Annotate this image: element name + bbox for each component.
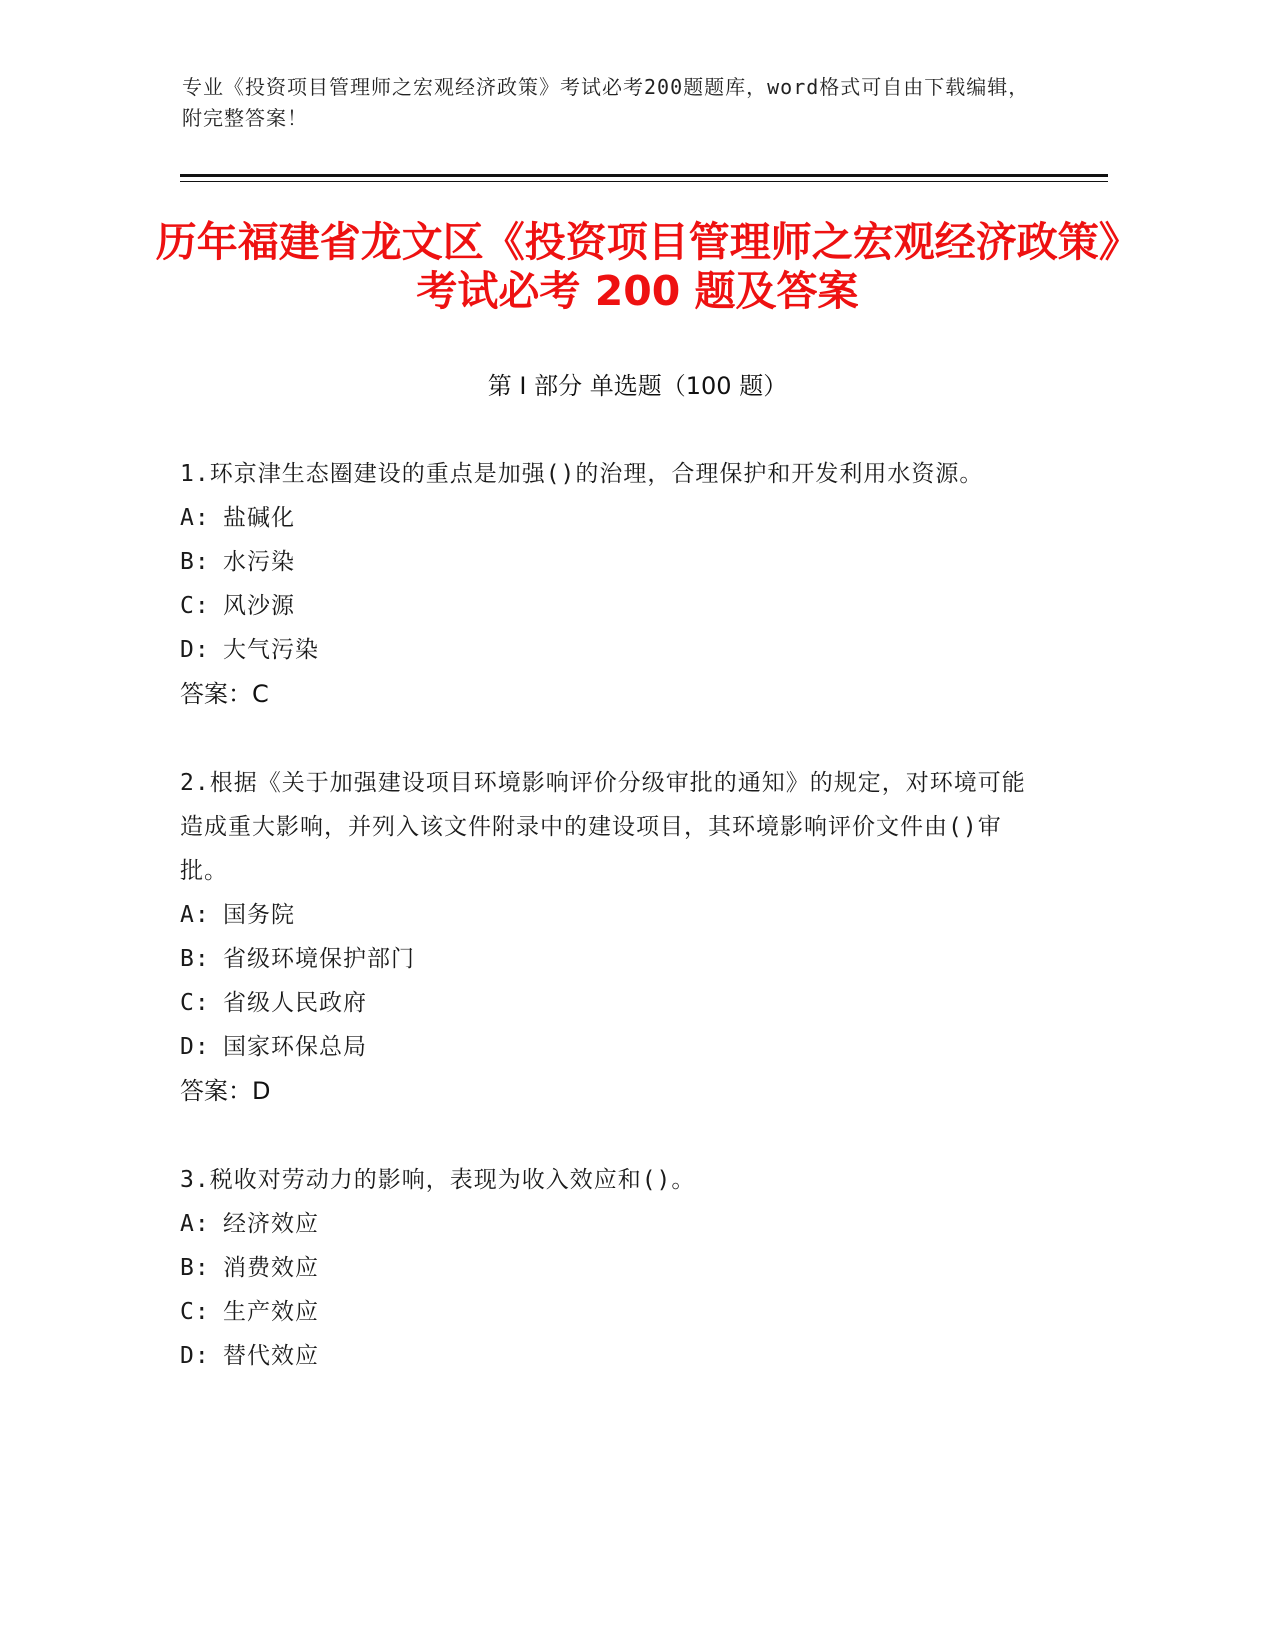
header-divider-thin xyxy=(180,181,1108,182)
option-text: 大气污染 xyxy=(223,637,319,663)
option-text: 风沙源 xyxy=(223,593,295,619)
question-stem: 2.根据《关于加强建设项目环境影响评价分级审批的通知》的规定，对环境可能造成重大影响，并列入该文件附录中的建设项目，其环境影响评价文件由()审批。 xyxy=(180,770,1026,884)
question-stem: 3.税收对劳动力的影响，表现为收入效应和()。 xyxy=(180,1167,696,1193)
header-divider-thick xyxy=(180,174,1108,177)
option-key: A: xyxy=(180,505,210,531)
question-2 xyxy=(180,761,1030,1113)
question-1 xyxy=(180,452,1030,716)
option-text: 盐碱化 xyxy=(223,505,295,531)
option-key: A: xyxy=(180,1211,210,1237)
section-title: 第 I 部分 单选题（100 题） xyxy=(487,372,788,400)
question-list xyxy=(180,452,1030,1423)
option-key: B: xyxy=(180,1255,210,1281)
option-a xyxy=(180,893,1030,937)
option-a xyxy=(180,496,1030,540)
option-text: 省级人民政府 xyxy=(223,990,367,1016)
option-key: B: xyxy=(180,549,210,575)
option-text: 经济效应 xyxy=(223,1211,319,1237)
option-key: C: xyxy=(180,990,210,1016)
option-c xyxy=(180,1290,1030,1334)
option-text: 国务院 xyxy=(223,902,295,928)
document-title: 历年福建省龙文区《投资项目管理师之宏观经济政策》考试必考 200 题及答案 xyxy=(155,218,1120,315)
option-key: B: xyxy=(180,946,210,972)
question-stem: 1.环京津生态圈建设的重点是加强()的治理，合理保护和开发利用水资源。 xyxy=(180,461,984,487)
question-3 xyxy=(180,1158,1030,1378)
header-note: 专业《投资项目管理师之宏观经济政策》考试必考200题题库，word格式可自由下载编辑，附完整答案！ xyxy=(182,75,1030,130)
option-b xyxy=(180,1246,1030,1290)
option-text: 水污染 xyxy=(223,549,295,575)
option-b xyxy=(180,540,1030,584)
option-key: C: xyxy=(180,593,210,619)
option-text: 替代效应 xyxy=(223,1343,319,1369)
answer-line: 答案：D xyxy=(180,1077,271,1105)
option-a xyxy=(180,1202,1030,1246)
option-key: D: xyxy=(180,637,210,663)
option-key: C: xyxy=(180,1299,210,1325)
option-text: 国家环保总局 xyxy=(223,1034,367,1060)
option-key: D: xyxy=(180,1034,210,1060)
option-c xyxy=(180,584,1030,628)
option-c xyxy=(180,981,1030,1025)
option-b xyxy=(180,937,1030,981)
option-d xyxy=(180,628,1030,672)
option-text: 消费效应 xyxy=(223,1255,319,1281)
option-d xyxy=(180,1025,1030,1069)
answer-line: 答案：C xyxy=(180,680,269,708)
option-key: D: xyxy=(180,1343,210,1369)
option-text: 省级环境保护部门 xyxy=(223,946,415,972)
option-d xyxy=(180,1334,1030,1378)
option-key: A: xyxy=(180,902,210,928)
option-text: 生产效应 xyxy=(223,1299,319,1325)
